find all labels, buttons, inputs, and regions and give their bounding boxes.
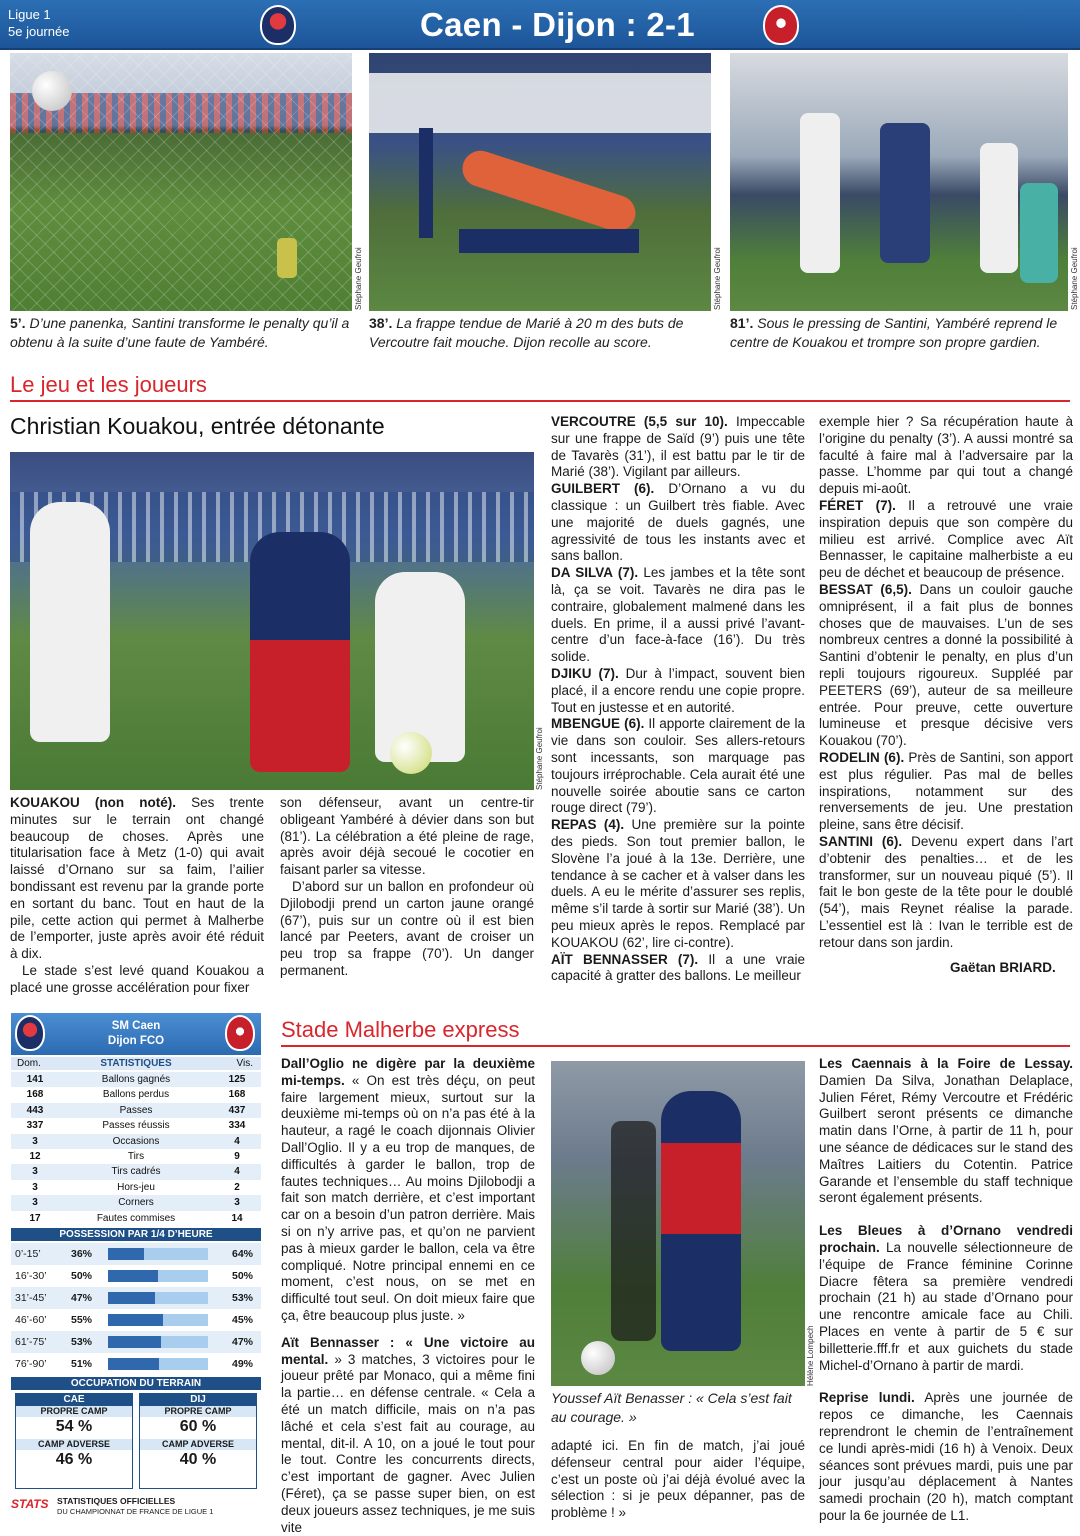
stat-away-value: 3 — [234, 1197, 240, 1209]
photo-celebration — [730, 53, 1068, 311]
express-column-3: Les Caennais à la Foire de Lessay. Damien Da Silva, Jonathan Delaplace, Julien Féret, Rémy Vercoutre et Frédéric Guilbert seront présents ce dimanche matin dans l’Orne, à partir de 11 h, pour une séance de dédicaces sur le stand des Maîtres Laitiers du Cotentin. Patrice Garande et l’ensemble du staff technique seront également présents. Les Bleues à d’Ornano vendredi prochain. La nouvelle sélectionneure de l’équipe de France féminine Corinne Diacre fêtera sa première vendredi prochain (21 h) au stade d’Ornano pour une rencontre amicale face au Chili. Places en vente à partir de 5 € sur billetterie.fff.fr et aux guichets du stade Michel-d’Ornano à partir de mardi. Reprise lundi. Après une journée de repos ce dimanche, les Caennais reprendront le chemin de l’entraînement ce lundi après-midi (16 h) à Venoix. Deux séances sont prévues mardi, puis une par jour jusqu’au déplacement à Nantes samedi prochain (20 h), match comptant pour la 6e journée de L1. — [819, 1056, 1073, 1523]
possession-bar-fill — [108, 1336, 161, 1348]
ball-icon — [390, 732, 432, 774]
stat-row — [11, 1103, 261, 1118]
stat-home-value: 3 — [32, 1135, 38, 1147]
stat-row — [11, 1072, 261, 1087]
home-possession: 47% — [71, 1292, 93, 1304]
home-possession: 53% — [71, 1336, 93, 1348]
caen-crest-icon — [260, 5, 296, 45]
away-possession: 53% — [231, 1292, 253, 1304]
article-column-1: KOUAKOU (non noté). Ses trente minutes sur le terrain ont changé beaucoup de choses. Après une titularisation face à Metz (1-0) qui avait laissé d’Ornano sur sa faim, l’ailier bondissant est revenu par la grande porte en sortant du banc. Tout en haut de la pile, cette action qui permet à Malherbe de l’emporter, juste après avoir été réduit à dix. Le stade s’est levé quand Kouakou a placé une grosse accélération pour fixer — [10, 795, 264, 995]
stat-label: Fautes commises — [96, 1212, 176, 1224]
goalkeeper-figure — [277, 238, 297, 278]
express-column-1: Dall’Oglio ne digère par la deuxième mi-temps. « On est très déçu, on peut faire largement mieux, surtout sur la deuxième mi-temps où on n’a pas été à la hauteur, a ragé le coach dijonnais Olivier Dall’Oglio. Il y a eu trop de manques, de difficultés à garder le ballon, trop de fautes techniques… Au moins Djilobodji a fait son match derrière, et c’est important car on a besoin d’un patron derrière. Mais si on n’y arrive pas, et qu’on ne parvient pas à mieux garder le ballon, cela va être compliqué. Notre principal ennemi en ce moment, c’est nous, on se met en difficulté tout seul. On doit mieux faire que ça, être beaucoup plus juste. » Aït Bennasser : « Une victoire au mental. » 3 matches, 3 victoires pour le joueur prêté par Monaco, qui a même fini la partie… en défense centrale. « Cela a été un match difficile, mais on n’a pas lâché et cela s’est fait au courage, au mental, dit-il. A 10, on a joué le tout pour le tout. Contre les concurrents directs, c’est important de gagner. Avec Julien (Féret), ça se passe super bien, on est deux joueurs assez techniques, je me suis vite — [281, 1056, 535, 1535]
possession-title: POSSESSION PAR 1/4 D’HEURE — [11, 1228, 261, 1241]
away-possession: 45% — [231, 1314, 253, 1326]
possession-row — [11, 1331, 261, 1353]
stat-row — [11, 1134, 261, 1149]
team-home: SM Caen — [111, 1020, 161, 1032]
period-label: 0’-15’ — [15, 1248, 41, 1260]
stat-label: Tirs — [127, 1151, 145, 1162]
stat-row — [11, 1087, 261, 1102]
possession-bar — [108, 1336, 208, 1348]
express-column-2: adapté ici. En fin de match, j’ai joué défenseur central pour aider l’équipe, c’est un poste où j’ai déjà évolué avec la sélection : si je peux dépanner, pas de problème ! » — [551, 1438, 805, 1521]
stat-label: Hors-jeu — [117, 1181, 155, 1193]
away-possession: 49% — [231, 1358, 253, 1370]
stats-panel — [11, 1013, 261, 1518]
stat-row — [11, 1180, 261, 1195]
stat-row — [11, 1164, 261, 1179]
dijon-player-figure — [30, 502, 110, 742]
stat-label: Tirs cadrés — [111, 1166, 161, 1178]
section-rule — [281, 1045, 1070, 1047]
stat-away-value: 4 — [234, 1135, 240, 1147]
team-away: Dijon FCO — [107, 1035, 165, 1047]
possession-bar — [108, 1292, 208, 1304]
dijon-crest-icon — [225, 1015, 255, 1051]
stat-home-value: 3 — [32, 1166, 38, 1178]
away-possession: 47% — [231, 1336, 253, 1348]
advert-board — [369, 73, 711, 133]
photo-credit: Stéphane Geufroi — [354, 247, 363, 310]
stat-away-value: 2 — [234, 1181, 240, 1193]
home-possession: 50% — [71, 1270, 93, 1282]
stat-away-value: 4 — [234, 1166, 240, 1178]
possession-row — [11, 1287, 261, 1309]
caption-2: 38’. La frappe tendue de Marié à 20 m des buts de Vercoutre fait mouche. Dijon recolle au score. — [369, 315, 684, 350]
ball-icon — [32, 71, 72, 111]
article-column-3: VERCOUTRE (5,5 sur 10). Impeccable sur une frappe de Saïd (9’) puis une tête de Tavarès (31’), il est battu par le tir de Marié (38’). Vigilant par ailleurs. GUILBERT (6). D’Ornano a vu du classique : un Guilbert très fiable. Avec une majorité de duels gagnés, une agressivité de tous les instants avec et sans ballon. DA SILVA (7). Les jambes et la tête sont là, ça se voit. Tavarès ne dira pas le contraire, globalement malmené dans les duels. En prime, il a aussi privé l’avant-centre d’un face-à-face (16’). Du très solide. DJIKU (7). Dur à l’impact, souvent bien placé, il a encore rendu une copie propre. Tout en justesse et en autorité. MBENGUE (6). Il apporte clairement de la vie dans son couloir. Ses allers-retours sont incessants, son marquage pas toujours irréprochable. Cela aurait été une nouvelle soirée aboutie sans ce carton rouge direct (79’). REPAS (4). Une première sur la pointe des pieds. Son tout premier ballon, le Slovène l’a joué à la 13e. Derrière, une tendance à se cacher et à valser dans les duels. A eu le mérite d’assurer ses replis, même s’il tarde à sortir sur Marié (38’). Un peu mieux après le repos. Remplacé par KOUAKOU (62’, lire ci-contre). AÏT BENNASSER (7). Il a une vraie capacité à gratter des ballons. Le meilleur — [551, 414, 806, 984]
stat-home-value: 443 — [26, 1104, 44, 1116]
possession-bar-fill — [108, 1248, 144, 1260]
stat-away-value: 125 — [228, 1074, 246, 1085]
player-figure — [419, 128, 433, 238]
possession-bar — [108, 1270, 208, 1282]
article-column-2: son défenseur, avant un centre-tir obligeant Yambéré à dévier dans son but (81’). La célébration a été pleine de rage, après avoir déjà secoué le cocotier en faisant parler sa vitesse. D’abord sur un ballon en profondeur où Djilobodji prend un carton jaune orangé (67’), puis sur un contre où il est bien lancé par Peeters, avant de croiser un peu trop sa frappe (70’). Un danger permanent. — [280, 795, 534, 978]
possession-row — [11, 1309, 261, 1331]
caption-3: 81’. Sous le pressing de Santini, Yambéré reprend le centre de Kouakou et trompre son propre gardien. — [730, 315, 1058, 350]
stat-label: Passes — [119, 1104, 153, 1116]
away-opp-value: 40 % — [179, 1451, 217, 1468]
possession-row — [11, 1243, 261, 1265]
page-title: Caen - Dijon : 2-1 — [420, 6, 695, 43]
ball-icon — [581, 1341, 615, 1375]
home-possession: 51% — [71, 1358, 93, 1370]
away-possession: 50% — [231, 1270, 253, 1282]
possession-bar-fill — [108, 1314, 163, 1326]
possession-bar-fill — [108, 1270, 158, 1282]
possession-bar — [108, 1248, 208, 1260]
banner — [459, 229, 639, 253]
possession-bar — [108, 1314, 208, 1326]
away-possession: 64% — [231, 1248, 253, 1260]
photo-dive — [369, 53, 711, 311]
section-title: Stade Malherbe express — [281, 1017, 520, 1042]
caption-5: Youssef Aït Benasser : « Cela s’est fait au courage. » — [551, 1390, 792, 1425]
away-own-value: 60 % — [179, 1418, 217, 1435]
period-label: 16’-30’ — [15, 1270, 47, 1282]
photo-credit: Hélène Lompech — [806, 1325, 815, 1386]
stat-label: Ballons gagnés — [101, 1074, 171, 1085]
possession-bar — [108, 1358, 208, 1370]
stat-away-value: 437 — [228, 1104, 246, 1116]
league-name: Ligue 1 — [8, 7, 51, 22]
home-possession: 36% — [71, 1248, 93, 1260]
stat-label: Corners — [118, 1197, 154, 1209]
caen-player-figure — [661, 1091, 741, 1351]
photo-penalty — [10, 53, 352, 311]
period-label: 76’-90’ — [15, 1358, 47, 1370]
player-figure — [980, 143, 1018, 273]
stat-away-value: 14 — [231, 1212, 243, 1224]
photo-kouakou — [10, 452, 534, 790]
player-figure — [800, 113, 840, 273]
stat-away-value: 168 — [228, 1089, 246, 1101]
possession-bar-fill — [108, 1292, 155, 1304]
stat-label: Occasions — [112, 1135, 160, 1147]
matchday: 5e journée — [8, 24, 70, 39]
stats-header — [11, 1013, 261, 1055]
caption-1: 5’. D’une panenka, Santini transforme le penalty qu’il a obtenu à la suite d’une faute de Yambéré. — [10, 315, 350, 350]
stat-home-value: 141 — [26, 1074, 44, 1085]
stat-home-value: 3 — [32, 1181, 38, 1193]
stat-away-value: 9 — [234, 1151, 240, 1162]
possession-bar-fill — [108, 1358, 159, 1370]
period-label: 31’-45’ — [15, 1292, 47, 1304]
home-own-value: 54 % — [55, 1418, 93, 1435]
dijon-crest-icon — [763, 5, 799, 45]
photo-ait-bennasser — [551, 1061, 805, 1386]
stats-footer-2: DU CHAMPIONNAT DE FRANCE DE LIGUE 1 — [57, 1507, 214, 1516]
diving-keeper-figure — [458, 146, 640, 236]
stat-row — [11, 1149, 261, 1164]
occupation-home: CAE PROPRE CAMP 54 % CAMP ADVERSE 46 % — [15, 1393, 133, 1489]
photo-credit: Stéphane Geufroi — [1070, 247, 1079, 310]
stats-title-bar: Dom. STATISTIQUES Vis. — [11, 1057, 261, 1070]
occupation-title: OCCUPATION DU TERRAIN — [11, 1377, 261, 1390]
author-signature: Gaëtan BRIARD. — [950, 960, 1056, 975]
stat-home-value: 12 — [29, 1151, 41, 1162]
stat-home-value: 337 — [26, 1120, 44, 1132]
stats-footer-1: STATISTIQUES OFFICIELLES — [57, 1496, 176, 1506]
goalkeeper-figure — [1020, 183, 1058, 283]
caen-player-figure — [250, 532, 350, 772]
section-rule — [10, 400, 1070, 402]
stat-home-value: 17 — [29, 1212, 41, 1224]
referee-figure — [611, 1121, 656, 1341]
period-label: 61’-75’ — [15, 1336, 47, 1348]
stats-logo: STATS — [11, 1497, 49, 1511]
player-figure — [880, 123, 930, 263]
possession-row — [11, 1353, 261, 1375]
occupation-away: DIJ PROPRE CAMP 60 % CAMP ADVERSE 40 % — [139, 1393, 257, 1489]
period-label: 46’-60’ — [15, 1314, 47, 1326]
caen-crest-icon — [15, 1015, 45, 1051]
photo-credit: Stéphane Geufroi — [535, 727, 544, 790]
league-info — [8, 6, 69, 40]
home-possession: 55% — [71, 1314, 93, 1326]
stat-home-value: 3 — [32, 1197, 38, 1209]
stat-row — [11, 1118, 261, 1133]
stat-home-value: 168 — [26, 1089, 44, 1101]
article-headline: Christian Kouakou, entrée détonante — [10, 413, 385, 439]
section-title: Le jeu et les joueurs — [10, 372, 207, 397]
possession-row — [11, 1265, 261, 1287]
photo-credit: Stéphane Geufroi — [713, 247, 722, 310]
article-column-4: exemple hier ? Sa récupération haute à l’origine du penalty (3’). A aussi montré sa faculté à faire mal à l’adversaire par la passe. L’homme par qui tout a changé depuis mi-août. FÉRET (7). Il a retrouvé une vraie inspiration depuis que son compère du milieu est arrivé. Complice avec Aït Bennasser, le capitaine malherbiste a eu peu de déchet et beaucoup de présence. BESSAT (6,5). Dans un couloir gauche omniprésent, il a fait plus de bonnes choses que de mauvaises. L’un de ses nombreux centres a donné la possibilité à Santini d’obtenir le penalty, en plus d’un repli toujours rigoureux. Suppléé par PEETERS (69’), auteur de sa meilleure entrée. Pour preuve, cette ouverture lumineuse et presque décisive vers Kouakou (70’). RODELIN (6). Près de Santini, son apport est plus régulier. Pas mal de belles inspirations, notamment sur des renversements de jeu. Une prestation pleine, sans être décisif. SANTINI (6). Devenu expert dans l’art d’obtenir des penalties… et de les transformer, sur un nouveau piqué (5’). Il fait le bon geste de la tête pour le doublé (54’), mais Reynet réalise la parade. L’essentiel est là : Ivan le terrible est de retour dans son jardin. — [819, 414, 1074, 950]
stat-label: Passes réussis — [102, 1120, 170, 1132]
stat-row — [11, 1211, 261, 1226]
stat-row — [11, 1195, 261, 1210]
stat-away-value: 334 — [228, 1120, 246, 1132]
home-opp-value: 46 % — [55, 1451, 93, 1468]
stat-label: Ballons perdus — [102, 1089, 170, 1101]
page-header — [0, 0, 1080, 50]
